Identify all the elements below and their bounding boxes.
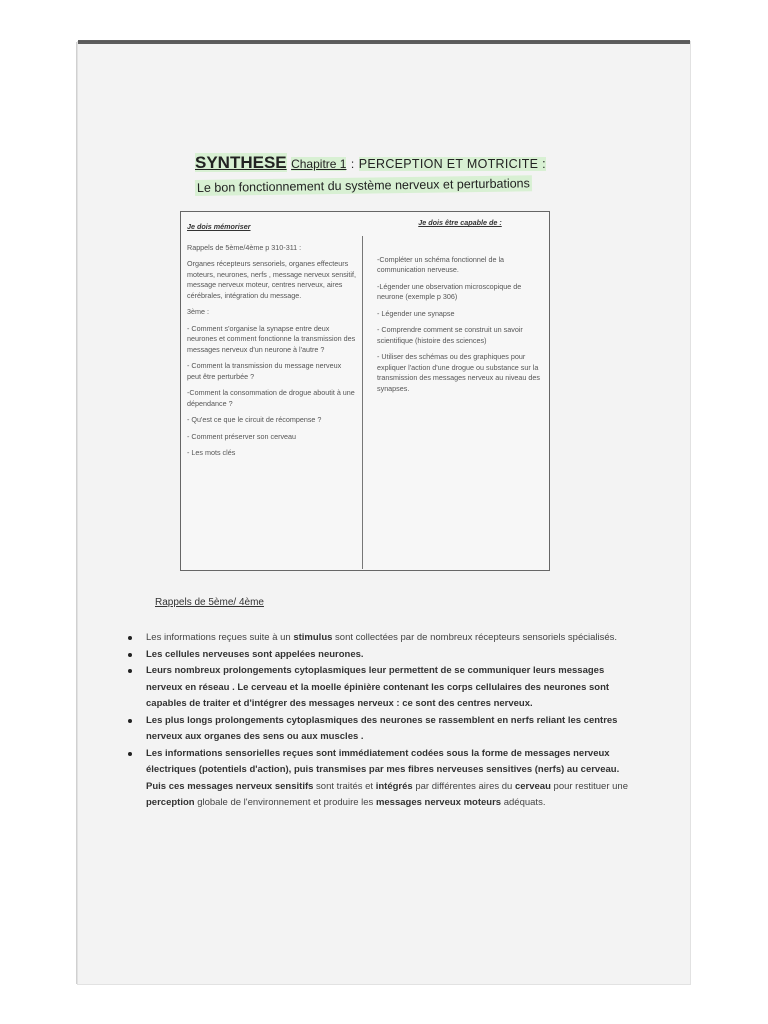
title-chapitre: Chapitre 1: [291, 157, 347, 171]
bullet-dot-icon: [128, 636, 132, 640]
bullet-text: sont collectées par de nombreux récepteurs sensoriels spécialisés.: [332, 632, 618, 643]
left-item: 3ème :: [187, 307, 209, 316]
title-separator: :: [350, 157, 355, 171]
bullet-text: adéquats.: [501, 797, 546, 808]
bullet-text: Les informations reçues suite à un: [146, 632, 294, 643]
left-item: - Comment s'organise la synapse entre deux neurones et comment fonctionne la transmission des messages nerveux d'un neurone à l'autre ?: [187, 323, 356, 354]
bullet-text: globale de l'environnement et produire les: [194, 797, 376, 808]
page-top-edge: [78, 40, 690, 44]
bullet-bold-text: Leurs nombreux prolongements cytoplasmiques leur permettent de se communiquer leurs messages nerveux en réseau . Le cerveau et la moelle épinière contenant les corps cellulaires des neurones sont capables de traiter et d'intégrer des messages nerveux : ce sont des centres nerveux.: [146, 665, 610, 709]
subtitle: Le bon fonctionnement du système nerveux et perturbations: [195, 175, 532, 196]
bullet-item: [128, 647, 630, 664]
left-item: - Qu'est ce que le circuit de récompense ?: [187, 415, 322, 424]
bullet-bold-text: intégrés: [375, 780, 413, 792]
title-perception: PERCEPTION ET MOTRICITE :: [358, 157, 546, 171]
bullet-item: [128, 713, 630, 746]
left-header: Je dois mémoriser: [187, 222, 251, 231]
right-item: - Comprendre comment se construit un savoir scientifique (histoire des sciences): [377, 325, 523, 345]
bullet-dot-icon: [128, 669, 132, 673]
bullet-text: sont traités et: [313, 780, 376, 792]
bullet-text: par différentes aires du: [412, 780, 515, 792]
bullet-item: [128, 630, 630, 647]
bullet-item: [128, 663, 630, 713]
table-right-column: [377, 218, 543, 400]
right-item: -Légender une observation microscopique de neurone (exemple p 306): [377, 281, 522, 301]
bullet-bold-text: Les cellules nerveuses sont appelées neurones.: [146, 648, 364, 660]
bullet-bold-text: sensitifs: [274, 780, 314, 792]
table-column-divider: [362, 236, 363, 569]
bullet-dot-icon: [128, 653, 132, 657]
left-item: - Les mots clés: [187, 448, 236, 457]
left-item: Rappels de 5ème/4ème p 310-311 :: [187, 242, 302, 252]
title-line: [195, 153, 615, 173]
table-left-column: [187, 222, 357, 465]
right-item: - Utiliser des schémas ou des graphiques pour expliquer l'action d'une drogue ou substance sur la transmission des messages nerveux au niveau des synapses.: [377, 352, 541, 393]
bullet-bold-text: stimulus: [293, 632, 333, 643]
title-block: [195, 153, 615, 197]
bullet-list: [128, 630, 630, 812]
bullet-bold-text: perception: [146, 797, 195, 808]
bullet-bold-text: Les informations sensorielles reçues sont immédiatement codées sous la forme de messages nerveux électriques (potentiels d'action), puis transmises par mes fibres nerveuses sensitives (nerfs) au cerveau. Puis ces messages nerveux: [146, 747, 620, 792]
bullet-dot-icon: [128, 752, 132, 756]
left-item: - Comment préserver son cerveau: [187, 431, 297, 441]
objectives-table: [180, 211, 550, 571]
left-item: - Comment la transmission du message nerveux peut être perturbée ?: [187, 361, 342, 381]
right-item: -Compléter un schéma fonctionnel de la communication nerveuse.: [377, 254, 505, 274]
section-title: Rappels de 5ème/ 4ème: [155, 597, 264, 608]
title-synthese: SYNTHESE: [195, 153, 287, 172]
right-item: - Légender une synapse: [377, 308, 455, 318]
bullet-bold-text: cerveau: [514, 780, 551, 792]
right-header: Je dois être capable de :: [418, 218, 502, 227]
left-item: -Comment la consommation de drogue aboutit à une dépendance ?: [187, 388, 355, 408]
left-item: Organes récepteurs sensoriels, organes effecteurs moteurs, neurones, nerfs , message nerveux sensitif, message nerveux moteur, centres nerveux, aires cérébrales, intégration du message.: [187, 259, 356, 300]
bullet-item: [128, 746, 630, 812]
bullet-bold-text: messages nerveux moteurs: [375, 797, 502, 808]
bullet-bold-text: Les plus longs prolongements cytoplasmiques des neurones se rassemblent en nerfs reliant les centres nerveux aux organes des sens ou aux muscles .: [146, 714, 618, 742]
bullet-dot-icon: [128, 719, 132, 723]
bullet-text: pour restituer une: [550, 780, 628, 792]
